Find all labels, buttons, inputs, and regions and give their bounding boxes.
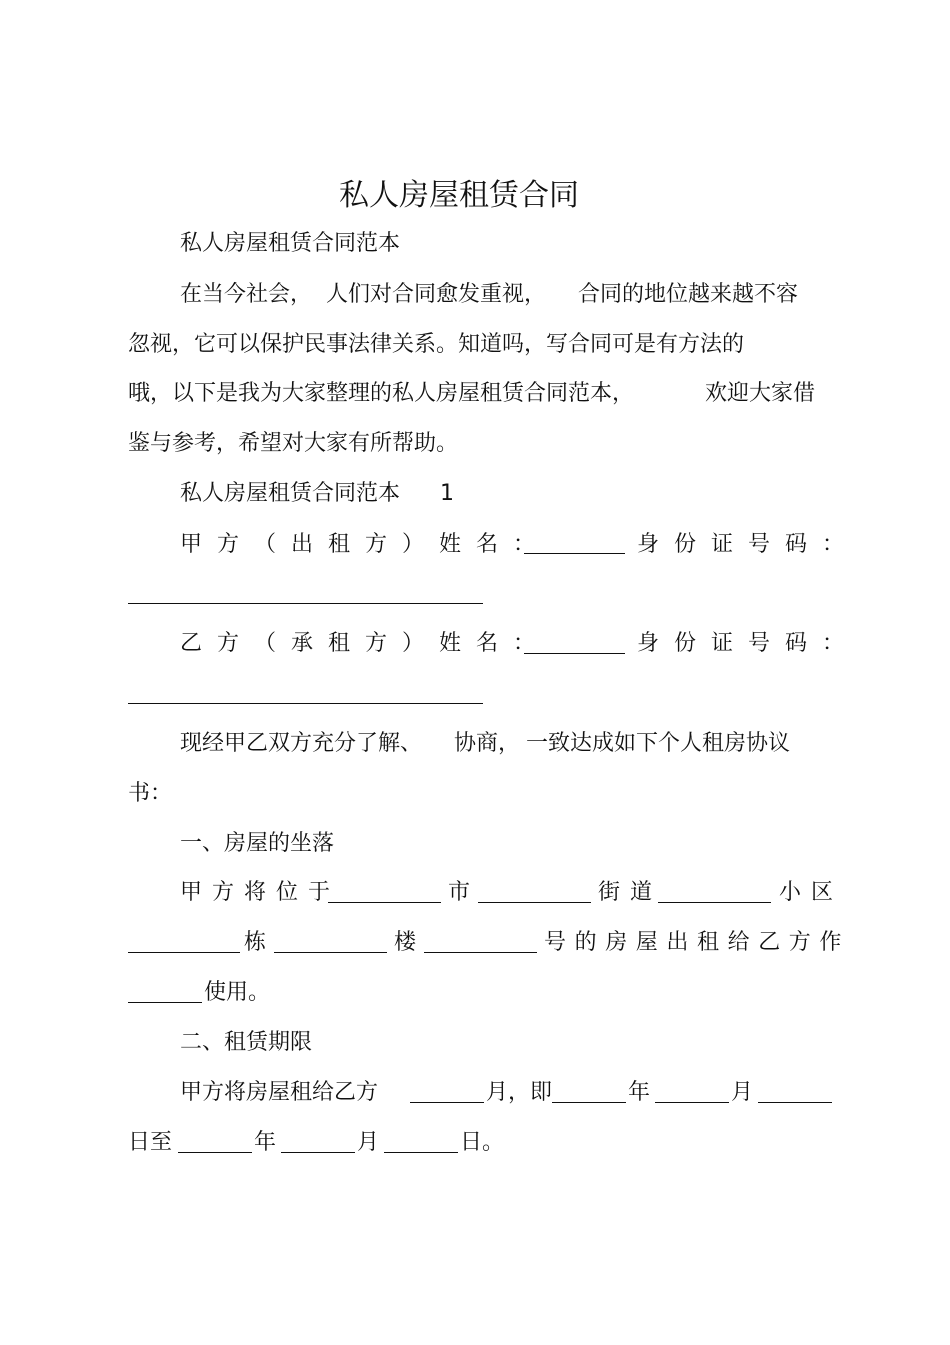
party-a-id-label: 身份证号码： (637, 532, 860, 557)
party-b-id-blank[interactable] (128, 703, 483, 704)
section-1-text-dong: 栋 (244, 930, 267, 955)
section-1-text-jiedao: 街道 (598, 880, 663, 905)
intro-line-2: 忽视，它可以保护民事法律关系。知道吗，写合同可是有方法的 (128, 332, 745, 357)
agreement-line-2: 书： (128, 781, 173, 806)
sample-heading: 私人房屋租赁合同范本 (180, 481, 401, 506)
agreement-line-1a: 现经甲乙双方充分了解、 (180, 731, 423, 756)
sample-number: 1 (440, 481, 454, 506)
end-year-blank[interactable] (178, 1152, 252, 1153)
building-blank[interactable] (128, 952, 240, 953)
section-2-heading: 二、租赁期限 (180, 1030, 313, 1055)
agreement-line-1b: 协商， (454, 731, 521, 756)
section-1-text-hao: 号的房屋出租给乙方作 (544, 930, 851, 955)
section-1-text-jia: 甲方将位于 (180, 880, 341, 905)
intro-line-4: 鉴与参考，希望对大家有所帮助。 (128, 431, 459, 456)
section-1-text-lou: 楼 (394, 930, 417, 955)
end-month-blank[interactable] (281, 1152, 355, 1153)
section-2-text-rizhi: 日至 (128, 1130, 173, 1155)
agreement-line-1c: 一致达成如下个人租房协议 (526, 731, 791, 756)
document-subtitle: 私人房屋租赁合同范本 (180, 231, 401, 256)
start-month-blank[interactable] (655, 1102, 729, 1103)
street-blank[interactable] (478, 902, 591, 903)
intro-line-3b: 欢迎大家借 (705, 381, 816, 406)
section-1-text-xiaoqu: 小区 (779, 880, 844, 905)
section-2-text-nian-2: 年 (254, 1130, 277, 1155)
section-1-text-shiyong: 使用。 (204, 980, 271, 1005)
end-day-blank[interactable] (384, 1152, 458, 1153)
number-blank[interactable] (424, 952, 537, 953)
section-1-heading: 一、房屋的坐落 (180, 831, 335, 856)
usage-blank[interactable] (128, 1002, 202, 1003)
floor-blank[interactable] (274, 952, 387, 953)
section-2-text-yue-ji: 月，即 (486, 1080, 553, 1105)
intro-line-1b: 人们对合同愈发重视， (326, 282, 547, 307)
section-2-text-ri-end: 日。 (460, 1130, 505, 1155)
start-day-blank[interactable] (758, 1102, 832, 1103)
party-b-id-label: 身份证号码： (637, 631, 860, 656)
intro-line-3a: 哦，以下是我为大家整理的私人房屋租赁合同范本， (128, 381, 635, 406)
term-months-blank[interactable] (410, 1102, 484, 1103)
party-b-label: 乙方（承租方）姓名： (180, 631, 551, 656)
party-a-id-blank[interactable] (128, 603, 483, 604)
party-b-name-blank[interactable] (524, 653, 625, 654)
community-blank[interactable] (658, 902, 771, 903)
city-blank[interactable] (328, 902, 441, 903)
intro-line-1c: 合同的地位越来越不容 (578, 282, 799, 307)
intro-line-1a: 在当今社会， (180, 282, 313, 307)
section-2-text-nian-1: 年 (628, 1080, 651, 1105)
section-2-text-yue-1: 月 (731, 1080, 754, 1105)
section-2-text-yue-2: 月 (357, 1130, 380, 1155)
party-a-label: 甲方（出租方）姓名： (180, 532, 551, 557)
document-title: 私人房屋租赁合同 (339, 178, 579, 213)
section-2-text-a: 甲方将房屋租给乙方 (180, 1080, 379, 1105)
section-1-text-shi: 市 (448, 880, 471, 905)
party-a-name-blank[interactable] (524, 553, 625, 554)
start-year-blank[interactable] (552, 1102, 626, 1103)
